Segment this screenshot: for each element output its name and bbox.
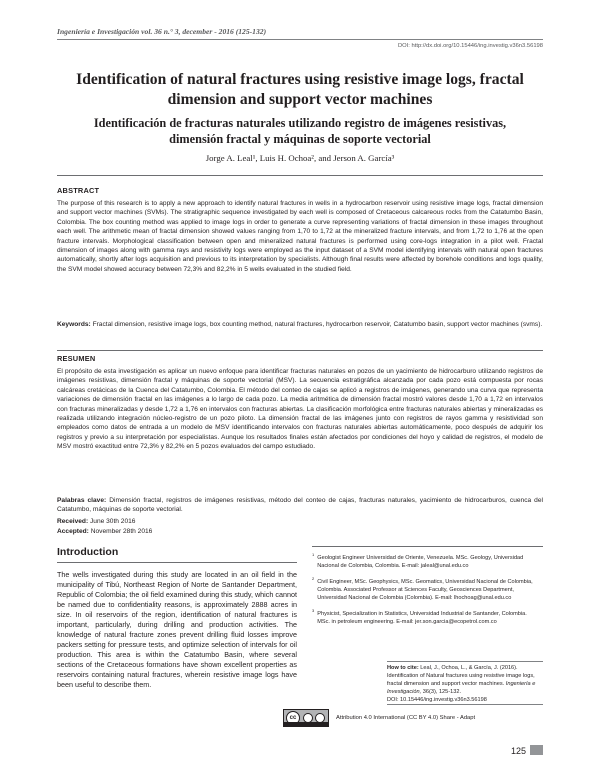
page-marker: [530, 745, 543, 755]
badge-bar: [284, 722, 328, 726]
cc-license-badge[interactable]: [283, 709, 329, 727]
journal-citation: Ingeniería e Investigación vol. 36 n.° 3, december - 2016 (125-132): [57, 27, 267, 36]
cc-icon: cc: [286, 711, 300, 725]
footnote-number: 1: [312, 552, 315, 558]
keywords-text: Fractal dimension, resistive image logs, box counting method, natural fractures, hydrocarbon reservoir, Catatumbo basin, support vector machines (svms).: [92, 321, 543, 328]
article-title-english: Identification of natural fractures using resistive image logs, fractal dimension and support vector machines: [76, 71, 524, 108]
how-to-cite-box: [387, 661, 543, 705]
how-to-cite-doi[interactable]: DOI: 10.15446/ing.investig.v36n3.56198: [387, 697, 487, 703]
received-label: Received:: [57, 518, 89, 525]
resumen-keywords: [57, 496, 543, 515]
footnote-3: [312, 610, 543, 626]
footnote-1: [312, 554, 543, 570]
article-title-spanish: Identificación de fracturas naturales utilizando registro de imágenes resistivas, dimensión fractal y máquinas de soporte vectorial: [93, 116, 507, 146]
resumen-top-rule: [57, 350, 543, 351]
license-text: Attribution 4.0 International (CC BY 4.0) Share - Adapt: [336, 715, 476, 721]
palabras-clave-text: Dimensión fractal, registros de imágenes resistivas, método del conteo de cajas, fracturas naturales, yacimiento de hidrocarburos, cuenca del Catatumbo, máquinas de soporte vectorial.: [57, 497, 543, 514]
accepted-date: [57, 527, 152, 536]
how-to-cite-volume: 36(3), 125-132.: [422, 689, 462, 695]
footnote-text: Geologist Engineer Universidad de Oriente, Venezuela. MSc. Geology, Universidad Nacional de Colombia, Colombia. E-mail: jaleal@unal.edu.co: [317, 555, 524, 569]
introduction-heading: Introduction: [57, 546, 119, 558]
abstract-top-rule: [57, 175, 543, 176]
resumen-text: El propósito de esta investigación es aplicar un nuevo enfoque para identificar fracturas naturales en pozos de un yacimiento de hidrocarburo utilizando registros de imágenes resistivas, dimensión fractal y máquinas de soporte vectorial (MSV). La secuencia estratigráfica alcanzada por cada pozo está compuesta por rocas calcáreas cretácicas de la Cuenca del Catatumbo, Colombia. El método del conteo de cajas se aplicó a registros de imágenes, generando una curva que representa variaciones de dimensión fractal en las imágenes a lo largo de cada pozo. La media aritmética de dimensión fractal mostró valores desde 1,70 a 1,72 en intervalos con fracturas mineralizadas y desde 1,72 a 1,76 en intervalos con fracturas abiertas. La clasificación morfológica entre fracturas naturales abiertas y mineralizadas es realizada utilizando integración núcleo-registro de un pozo piloto. La dimensión fractal de las imágenes junto con registros de rayos gamma y resistividad son empleados como datos de entrada a un modelo de MSV identificando intervalos con fracturas naturales abiertas automáticamente, poco después de adquirir los registros y previo a su interpretación por especialistas. Aunque los resultados finales están afectados por condiciones del hoyo y calidad de registros, el modelo de MSV mostró exactitud entre 72,3% y 82,2% en 5 pozos evaluados del campo estudiado.: [57, 368, 543, 451]
header-rule: [57, 39, 543, 40]
resumen-heading: RESUMEN: [57, 354, 96, 363]
how-to-cite-journal: Ingeniería e Investigación,: [387, 681, 536, 695]
abstract-heading: ABSTRACT: [57, 186, 100, 195]
introduction-text: The wells investigated during this study are located in an oil field in the municipality of Tibú, Northeast Region of Norte de Santander Department, Republic of Colombia; the oil field examined during this study, which cannot be named due to confidentiality reasons, is approximately 2888 acres in size. In oil reservoirs of the region, identification of natural fractures is important, particularly, during drilling and production activities. The knowledge of natural fracture zones prevent drilling fluid losses improve packers setting for pressure tests, and optimize selection of intervals for oil production. This area is within the Catatumbo Basin, where several sections of the Cretaceous formations have shown excellent properties as reservoirs containing natural fractures, wherein resistive image logs have been useful to describe them.: [57, 570, 297, 689]
abstract-keywords: [57, 320, 543, 329]
author-list: Jorge A. Leal¹, Luis H. Ochoa², and Jerson A. García³: [205, 153, 395, 163]
footnote-text: Civil Engineer, MSc. Geophysics, MSc. Geomatics, Universidad Nacional de Colombia, Colombia. Associated Professor at Sciences Faculty, Geosciences Department, Universidad Nacional de Colombia (Colombia). E-mail: lhochoag@unal.edu.co: [317, 579, 533, 601]
page-number: 125: [511, 746, 527, 756]
footnote-text: Physicist, Specialization in Statistics, Universidad Industrial de Santander, Colombia. MSc. in petroleum engineering. E-mail: jer.son.garcia@ecopetrol.com.co: [317, 611, 527, 625]
footnote-2: [312, 578, 543, 602]
how-to-cite-text: Leal, J., Ochoa, L., & García, J. (2016). Identification of Natural fractures using resistive image logs, fractal dimension and support vector machines.: [387, 665, 535, 687]
introduction-rule: [57, 562, 297, 563]
accepted-value: November 28th 2016: [90, 528, 153, 535]
keywords-label: Keywords:: [57, 321, 91, 328]
doi-link[interactable]: DOI: http://dx.doi.org/10.15446/ing.investig.v36n3.56198: [397, 43, 543, 49]
received-value: June 30th 2016: [90, 518, 136, 525]
palabras-clave-label: Palabras clave:: [57, 497, 107, 504]
footnote-number: 3: [312, 608, 315, 614]
accepted-label: Accepted:: [57, 528, 89, 535]
how-to-cite-label: How to cite:: [387, 665, 419, 671]
abstract-text: The purpose of this research is to apply a new approach to identify natural fractures in wells in a hydrocarbon reservoir using resistive image logs, fractal dimension and support vector machines (SVMs). The stratigraphic sequence investigated by each well is composed of Cretaceous calcareous rocks from the Catatumbo Basin, Colombia. The box counting method was applied to image logs in order to generate a curve representing variations of fractal dimension in these images throughout each well. The arithmetic mean of fractal dimension showed values ranging from 1,70 to 1,72 at the mineralized fracture intervals, and from 1,72 to 1,76 at the open fracture intervals. Morphological classification between open and mineralized natural fractures is performed using core-logs integration in a pilot well. Fractal dimension of images along with gamma rays and resistivity logs were employed as the input dataset of a SVM model identifying intervals with natural open fractures automatically, shortly after logs acquisition and previous to its interpretation by specialists. Although final results were affected by borehole conditions and logs quality, the SVM model showed accuracy between 72,3% and 82,2% in 5 wells evaluated in the studied field.: [57, 200, 543, 273]
received-date: [57, 517, 135, 526]
footnote-number: 2: [312, 576, 315, 582]
footnote-rule: [312, 546, 543, 547]
